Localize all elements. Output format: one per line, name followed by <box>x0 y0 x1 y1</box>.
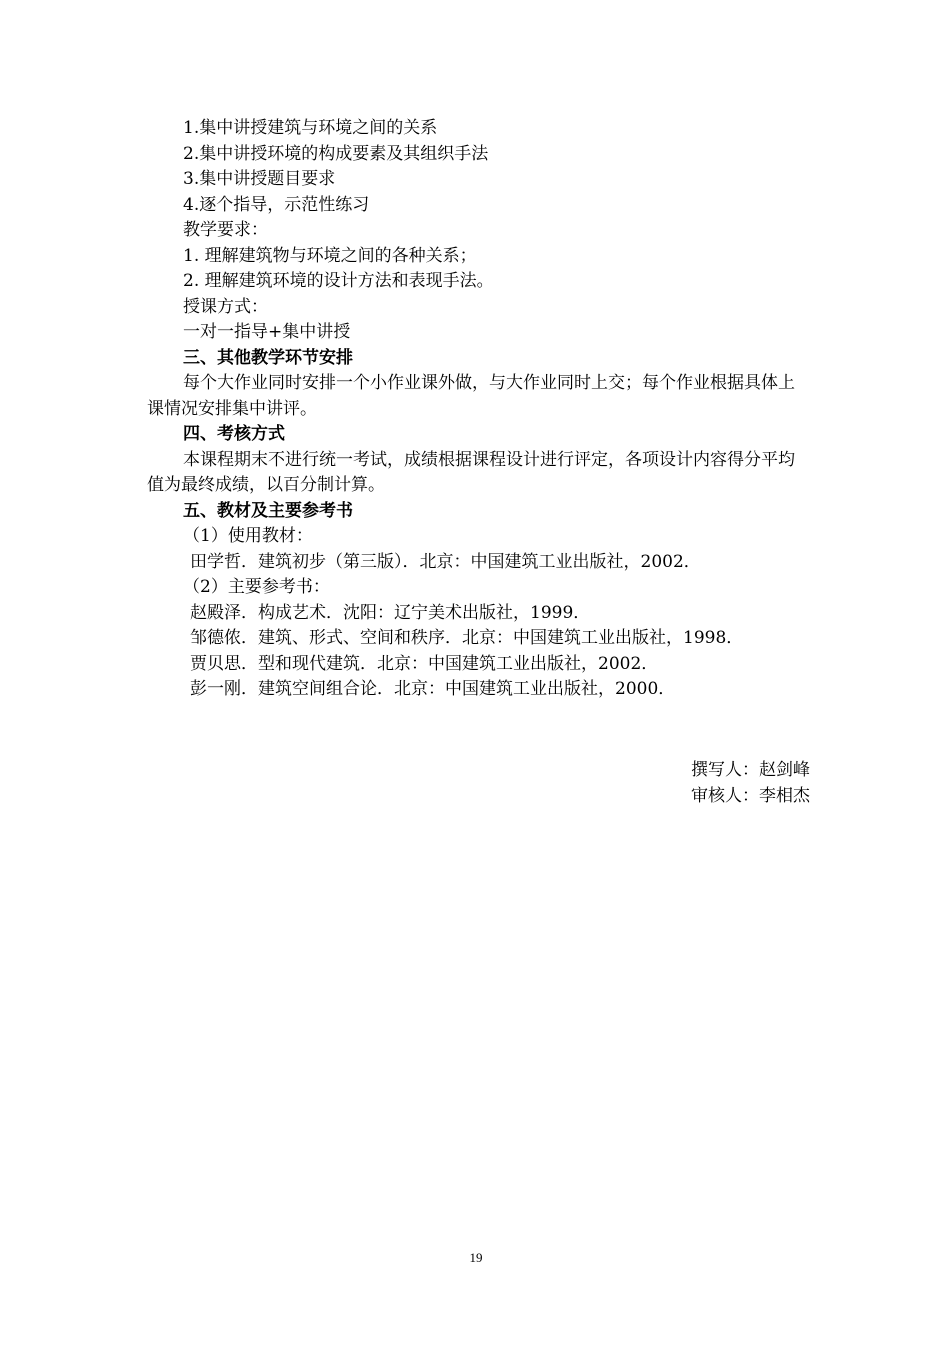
teaching-method: 一对一指导+集中讲授 <box>183 322 351 342</box>
teaching-step-4: 4.逐个指导，示范性练习 <box>183 194 370 215</box>
teaching-step-2: 2.集中讲授环境的构成要素及其组织手法 <box>183 143 489 164</box>
reviewer-signature: 审核人：李相杰 <box>691 786 810 806</box>
page-number: 19 <box>469 1250 483 1265</box>
section-5-heading: 五、教材及主要参考书 <box>183 500 353 521</box>
teaching-method-label: 授课方式： <box>183 296 268 317</box>
teaching-requirements-label: 教学要求： <box>183 220 268 240</box>
signature-block <box>560 757 810 809</box>
reference-entry-1: 赵殿泽．构成艺术．沈阳：辽宁美术出版社，1999． <box>190 602 591 623</box>
reference-entry-3: 贾贝思．型和现代建筑．北京：中国建筑工业出版社，2002． <box>190 653 659 674</box>
textbook-entry: 田学哲．建筑初步（第三版）．北京：中国建筑工业出版社，2002． <box>190 551 701 572</box>
teaching-step-1: 1.集中讲授建筑与环境之间的关系 <box>183 118 438 138</box>
references-label: （2）主要参考书： <box>183 577 330 597</box>
requirement-2: 2. 理解建筑环境的设计方法和表现手法。 <box>183 271 494 291</box>
textbook-label: （1）使用教材： <box>183 526 313 546</box>
section-4-paragraph: 本课程期末不进行统一考试，成绩根据课程设计进行评定，各项设计内容得分平均值为最终成绩，以百分制计算。 <box>147 449 795 495</box>
teaching-step-3: 3.集中讲授题目要求 <box>183 169 336 189</box>
document-body <box>147 116 810 703</box>
section-3-heading: 三、其他教学环节安排 <box>183 347 353 368</box>
section-4-heading: 四、考核方式 <box>183 424 285 444</box>
author-signature: 撰写人：赵剑峰 <box>691 760 810 780</box>
section-3-paragraph: 每个大作业同时安排一个小作业课外做，与大作业同时上交；每个作业根据具体上课情况安排集中讲评。 <box>147 373 795 419</box>
requirement-1: 1. 理解建筑物与环境之间的各种关系； <box>183 245 477 266</box>
reference-entry-2: 邹德侬．建筑、形式、空间和秩序．北京：中国建筑工业出版社，1998． <box>190 628 744 648</box>
reference-entry-4: 彭一刚．建筑空间组合论．北京：中国建筑工业出版社，2000． <box>190 679 676 699</box>
